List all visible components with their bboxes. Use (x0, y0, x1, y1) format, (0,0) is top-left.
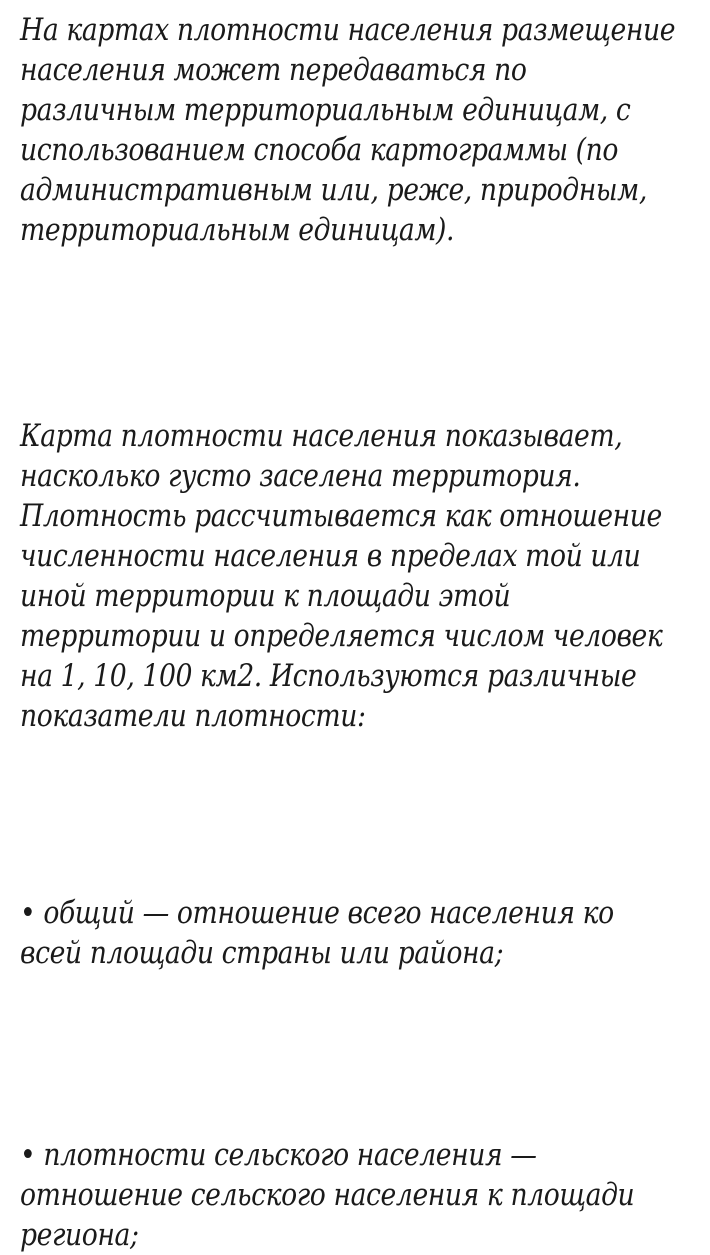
list-item-general-density: • общий — отношение всего населения ко всей площади страны или района; (20, 895, 614, 971)
paragraph-density-map: Карта плотности населения показывает, насколько густо заселена территория. Плотность рассчитывается как отношение численности населения в пределах той или иной территории к площади этой территории и определяется числом человек на 1, 10, 100 км2. Используются различные показатели плотности: (20, 418, 663, 734)
paragraph-intro: На картах плотности населения размещение населения может передаваться по различным территориальным единицам, с использованием способа картограммы (по административным или, реже, природным, территориальным единицам). (20, 12, 676, 248)
list-item-rural-density: • плотности сельского населения — отношение сельского населения к площади региона; (20, 1137, 635, 1253)
